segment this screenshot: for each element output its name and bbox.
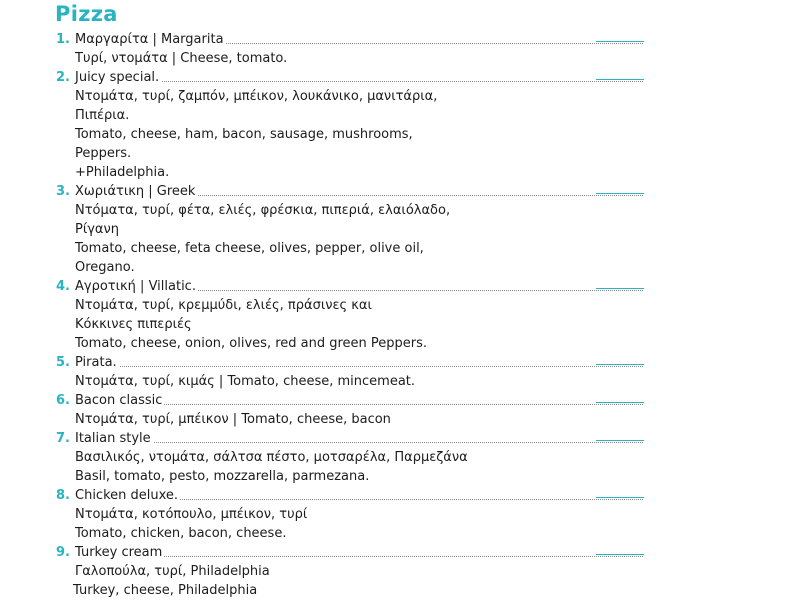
item-name: Bacon classic [75, 393, 163, 408]
item-name: Χωριάτικη | Greek [75, 184, 196, 199]
price-blank-line [596, 193, 644, 194]
menu-item-header [0, 353, 800, 372]
menu-item [0, 30, 800, 68]
item-number: 4. [56, 279, 70, 294]
item-description-line: Ντομάτα, τυρί, κρεμμύδι, ελιές, πράσινες και [75, 298, 372, 313]
item-description-line: +Philadelphia. [75, 165, 170, 180]
menu-item-header [0, 182, 800, 201]
menu-item-header [0, 68, 800, 87]
item-description-line: Tomato, cheese, onion, olives, red and green Peppers. [75, 336, 428, 351]
price-blank-line [596, 440, 644, 441]
item-description-line: Τυρί, ντομάτα | Cheese, tomato. [75, 51, 288, 66]
item-description-line: Πιπέρια. [75, 108, 130, 123]
menu-item-header [0, 486, 800, 505]
item-description-line: Oregano. [75, 260, 135, 275]
item-number: 5. [56, 355, 70, 370]
item-name: Αγροτική | Villatic. [75, 279, 196, 294]
item-number: 9. [56, 545, 70, 560]
menu-item [0, 182, 800, 277]
price-blank-line [596, 402, 644, 403]
item-number: 2. [56, 70, 70, 85]
item-name: Μαργαρίτα | Margarita [75, 32, 224, 47]
price-blank-line [596, 41, 644, 42]
item-description-line: Κόκκινες πιπεριές [75, 317, 192, 332]
item-description-line: Ρίγανη [75, 222, 120, 237]
dotted-leader [76, 442, 643, 443]
menu-item [0, 68, 800, 182]
price-blank-line [596, 364, 644, 365]
item-description-line: Ντομάτα, τυρί, ζαμπόν, μπέικον, λουκάνικο, μανιτάρια, [75, 89, 438, 104]
item-description-line: Turkey, cheese, Philadelphia [73, 583, 258, 598]
item-name: Pirata. [75, 355, 117, 370]
item-description-line: Tomato, chicken, bacon, cheese. [75, 526, 287, 541]
item-number: 3. [56, 184, 70, 199]
item-name: Italian style [75, 431, 151, 446]
item-number: 8. [56, 488, 70, 503]
item-name: Juicy special. [75, 70, 160, 85]
item-number: 1. [56, 32, 70, 47]
menu-item [0, 486, 800, 543]
menu-item-header [0, 277, 800, 296]
menu-section-title: Pizza [55, 2, 118, 26]
item-description-line: Ντόματα, τυρί, φέτα, ελιές, φρέσκια, πιπεριά, ελαιόλαδο, [75, 203, 451, 218]
menu-item-header [0, 30, 800, 49]
item-description-line: Ντομάτα, τυρί, κιμάς | Tomato, cheese, mincemeat. [75, 374, 416, 389]
menu-item [0, 543, 800, 600]
price-blank-line [596, 79, 644, 80]
price-blank-line [596, 497, 644, 498]
item-name: Turkey cream [75, 545, 163, 560]
menu-item-header [0, 543, 800, 562]
item-description-line: Ντομάτα, κοτόπουλο, μπέικον, τυρί [75, 507, 308, 522]
item-number: 6. [56, 393, 70, 408]
item-number: 7. [56, 431, 70, 446]
menu-item [0, 353, 800, 391]
menu-item [0, 277, 800, 353]
dotted-leader [76, 366, 643, 367]
menu-item [0, 391, 800, 429]
item-description-line: Βασιλικός, ντομάτα, σάλτσα πέστο, μοτσαρέλα, Παρμεζάνα [75, 450, 468, 465]
item-description-line: Tomato, cheese, ham, bacon, sausage, mushrooms, [75, 127, 413, 142]
menu-item [0, 429, 800, 486]
price-blank-line [596, 554, 644, 555]
menu-item-header [0, 429, 800, 448]
item-name: Chicken deluxe. [75, 488, 179, 503]
item-description-line: Peppers. [75, 146, 132, 161]
price-blank-line [596, 288, 644, 289]
item-description-line: Γαλοπούλα, τυρί, Philadelphia [75, 564, 270, 579]
item-description-line: Ντομάτα, τυρί, μπέικον | Tomato, cheese, bacon [75, 412, 391, 427]
item-description-line: Tomato, cheese, feta cheese, olives, pepper, olive oil, [75, 241, 424, 256]
pizza-menu-list [0, 30, 800, 600]
menu-item-header [0, 391, 800, 410]
item-description-line: Basil, tomato, pesto, mozzarella, parmezana. [75, 469, 370, 484]
